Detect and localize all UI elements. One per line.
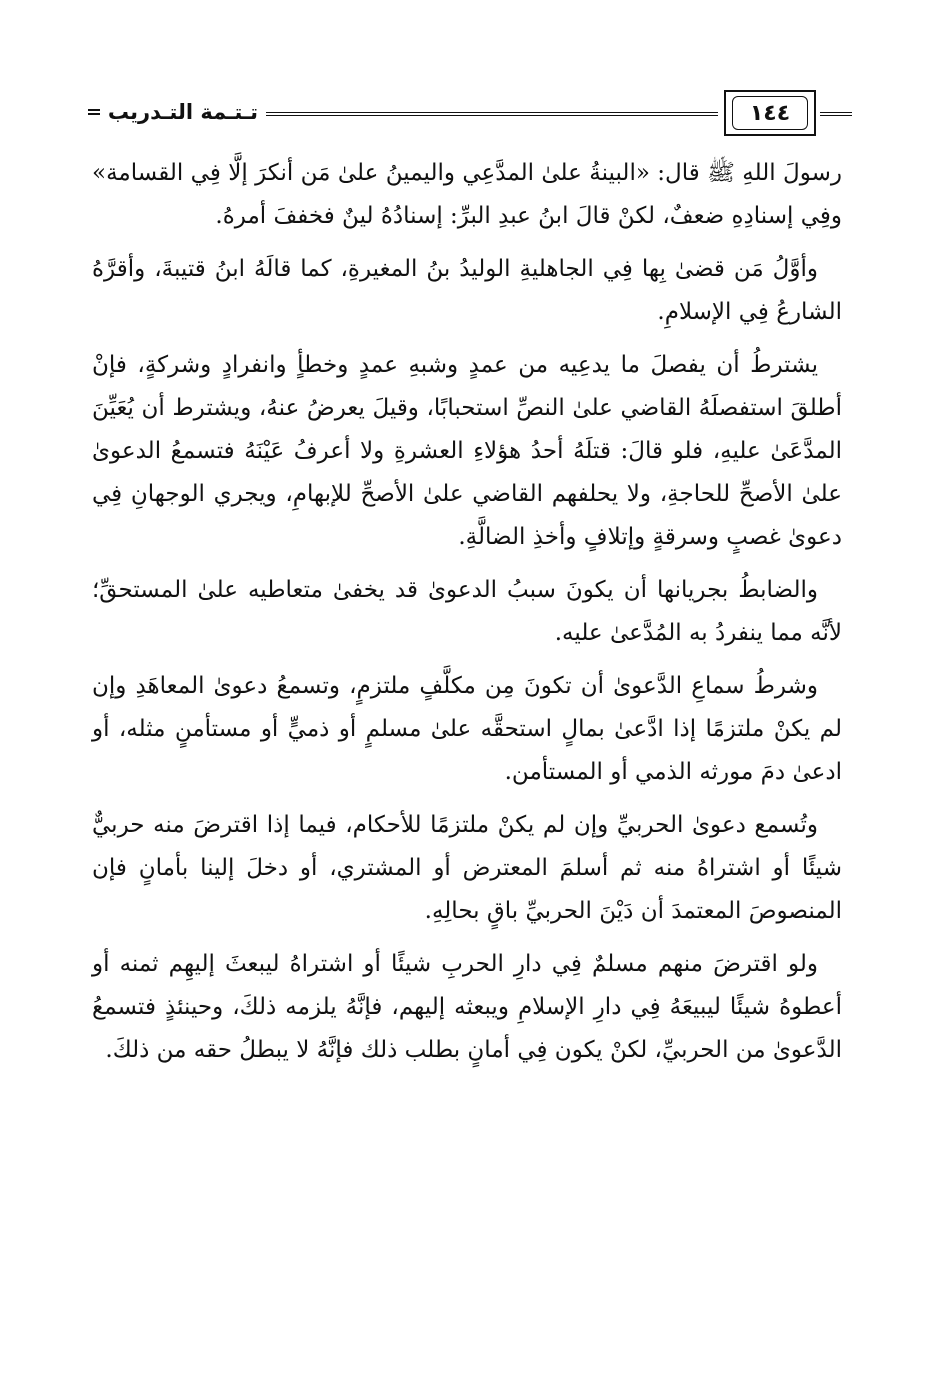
- paragraph-1: رسولَ اللهِ ﷺ قال: «البينةُ علىٰ المدَّعِي واليمينُ علىٰ مَن أنكرَ إلَّا فِي القسامة» وفِي إسنادِهِ ضعفٌ، لكنْ قالَ ابنُ عبدِ البرِّ: إسنادُهُ لينٌ فخففَ أمرهُ.: [92, 160, 842, 229]
- paragraph-7: ولو اقترضَ منهم مسلمٌ فِي دارِ الحربِ شيئًا أو اشتراهُ ليبعثَ إليهِم ثمنه أو أعطوهُ شيئًا ليبيعَهُ فِي دارِ الإسلامِ ويبعثه إليهم، فإنَّهُ يلزمه ذلكَ، وحينئذٍ فتسمعُ الدَّعوىٰ من الحربيِّ، لكنْ يكون فِي أمانٍ بطلب ذلك فإنَّهُ لا يبطلُ حقه من ذلكَ.: [92, 951, 842, 1063]
- header-rule-right: [820, 112, 852, 116]
- running-header: [88, 100, 258, 124]
- paragraph-5: وشرطُ سماعِ الدَّعوىٰ أن تكونَ مِن مكلَّفٍ ملتزمٍ، وتسمعُ دعوىٰ المعاهَدِ وإن لم يكنْ ملتزمًا إذا ادَّعىٰ بمالٍ استحقَّه علىٰ مسلمٍ أو ذميٍّ أو مستأمنٍ مثله، أو ادعىٰ دمَ مورثه الذمي أو المستأمن.: [92, 673, 842, 785]
- paragraph-2: وأوَّلُ مَن قضىٰ بِها فِي الجاهليةِ الوليدُ بنُ المغيرةِ، كما قالَهُ ابنُ قتيبةَ، وأقرَّهُ الشارعُ فِي الإسلامِ.: [92, 256, 842, 325]
- header-dash-ornament: [88, 109, 100, 115]
- page-number-frame: [724, 90, 816, 136]
- paragraph-4: والضابطُ بجريانها أن يكونَ سببُ الدعوىٰ قد يخفىٰ متعاطيه علىٰ المستحقِّ؛ لأنَّه مما ينفردُ به المُدَّعىٰ عليه.: [92, 577, 842, 646]
- header-rule-left: [266, 112, 718, 116]
- paragraph-6: وتُسمع دعوىٰ الحربيِّ وإن لم يكنْ ملتزمًا للأحكام، فيما إذا اقترضَ منه حربيٌّ شيئًا أو اشتراهُ منه ثم أسلمَ المعترض أو المشتري، أو دخلَ إلينا بأمانٍ فإن المنصوصَ المعتمدَ أن دَيْنَ الحربيِّ باقٍ بحالِهِ.: [92, 812, 842, 924]
- page-body: [92, 152, 842, 1082]
- running-header-title: تـتـمة التـدريب: [107, 100, 258, 124]
- page-header: [88, 90, 850, 150]
- paragraph-3: يشترطُ أن يفصلَ ما يدعِيه من عمدٍ وشبهِ عمدٍ وخطأٍ وانفرادٍ وشركةٍ، فإنْ أطلقَ استفصلَهُ القاضي علىٰ النصِّ استحبابًا، وقيلَ يعرضُ عنهُ، ويشترط أن يُعَيِّنَ المدَّعَىٰ عليهِ، فلو قالَ: قتلَهُ أحدُ هؤلاءِ العشرةِ ولا أعرفُ عَيْنَهُ فتسمعُ الدعوىٰ علىٰ الأصحِّ للحاجةِ، ولا يحلفهم القاضي علىٰ الأصحِّ للإبهامِ، ويجري الوجهانِ فِي دعوىٰ غصبٍ وسرقةٍ وإتلافٍ وأخذِ الضالَّةِ.: [92, 352, 842, 550]
- page-number: ١٤٤: [732, 96, 808, 130]
